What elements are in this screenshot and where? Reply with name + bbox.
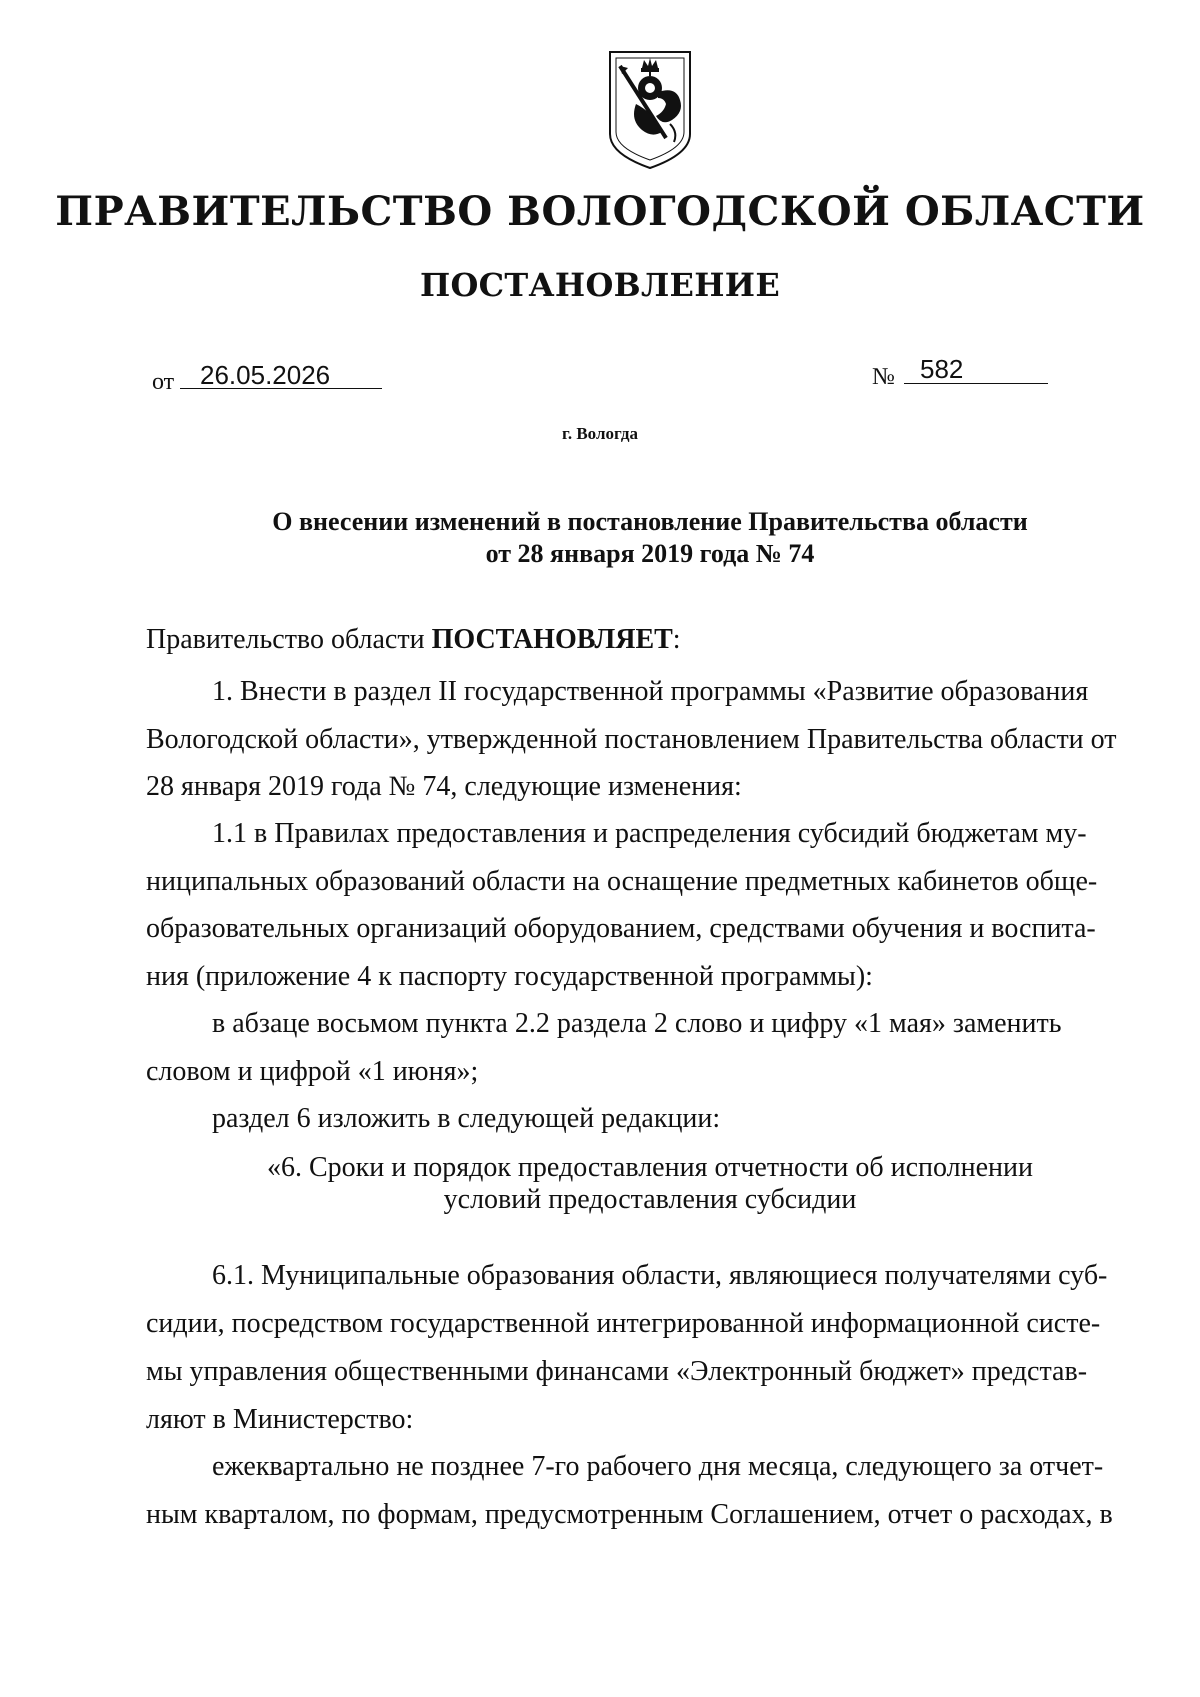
paragraph-line: ниципальных образований области на оснащение предметных кабинетов обще- <box>146 866 1098 897</box>
city-label: г. Вологда <box>562 424 638 443</box>
paragraph-line: словом и цифрой «1 июня»; <box>146 1056 479 1087</box>
section-heading-line-1: «6. Сроки и порядок предоставления отчетности об исполнении <box>266 1152 1034 1183</box>
paragraph-line: сидии, посредством государственной интегрированной информационной систе- <box>146 1308 1101 1339</box>
section-heading-line-2: условий предоставления субсидии <box>443 1184 857 1215</box>
date-underline <box>180 388 382 389</box>
paragraph-line: 1. Внести в раздел II государственной программы «Развитие образования <box>212 676 1089 707</box>
paragraph-line: 6.1. Муниципальные образования области, являющиеся получателями суб- <box>212 1260 1108 1291</box>
paragraph-line: раздел 6 изложить в следующей редакции: <box>212 1103 721 1134</box>
paragraph-line: образовательных организаций оборудованием, средствами обучения и воспита- <box>146 913 1096 944</box>
paragraph-line: Вологодской области», утвержденной постановлением Правительства области от <box>146 724 1117 755</box>
paragraph-line: ляют в Министерство: <box>146 1404 414 1435</box>
coat-of-arms-icon <box>606 46 694 170</box>
intro-bold-text: ПОСТАНОВЛЯЕТ <box>431 624 673 655</box>
number-prefix: № <box>872 364 895 390</box>
paragraph-line: 28 января 2019 года № 74, следующие изменения: <box>146 771 742 802</box>
paragraph-line: 1.1 в Правилах предоставления и распределения субсидий бюджетам му- <box>212 818 1087 849</box>
document-number: 582 <box>920 354 964 384</box>
government-heading: ПРАВИТЕЛЬСТВО ВОЛОГОДСКОЙ ОБЛАСТИ <box>55 188 1145 235</box>
intro-text: Правительство области <box>146 624 432 655</box>
paragraph-line: в абзаце восьмом пункта 2.2 раздела 2 слово и цифру «1 мая» заменить <box>212 1008 1062 1039</box>
intro-colon: : <box>672 624 681 655</box>
paragraph-line: ным кварталом, по формам, предусмотренным Соглашением, отчет о расходах, в <box>146 1499 1113 1530</box>
date-prefix: от <box>152 369 175 395</box>
resolution-intro <box>146 624 681 656</box>
title-line-2: от 28 января 2019 года № 74 <box>485 539 815 568</box>
paragraph-line: ния (приложение 4 к паспорту государственной программы): <box>146 961 873 992</box>
paragraph-line: мы управления общественными финансами «Электронный бюджет» представ- <box>146 1356 1088 1387</box>
document-type-heading: ПОСТАНОВЛЕНИЕ <box>419 266 781 304</box>
number-underline <box>904 383 1048 384</box>
document-date: 26.05.2026 <box>200 360 331 390</box>
paragraph-line: ежеквартально не позднее 7-го рабочего дня месяца, следующего за отчет- <box>212 1451 1104 1482</box>
document-title <box>0 506 1200 570</box>
title-line-1: О внесении изменений в постановление Правительства области <box>272 507 1028 536</box>
